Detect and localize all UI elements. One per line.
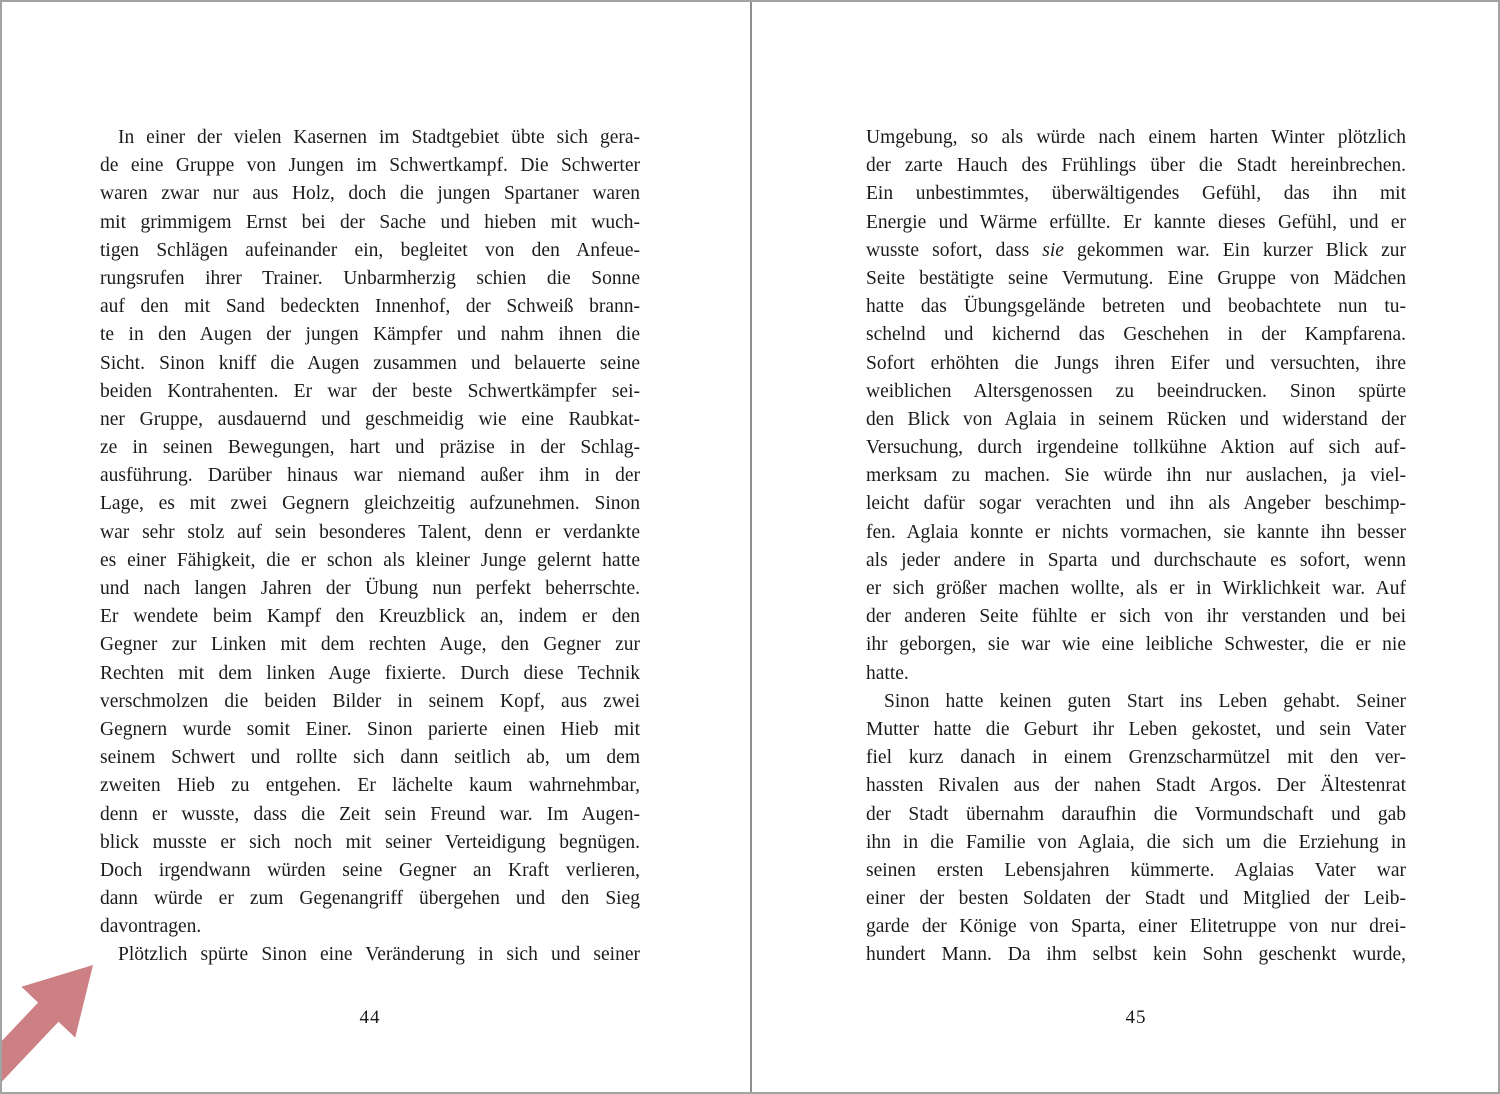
text-line: Sofort erhöhten die Jungs ihren Eifer und versuchten, ihre (866, 352, 1406, 374)
text-line: ihn in die Familie von Aglaia, die sich um die Erziehung in (866, 831, 1406, 853)
text-line: Gegnern wurde somit Einer. Sinon parierte einen Hieb mit (100, 718, 640, 740)
text-line: ihr geborgen, sie war wie eine leibliche Schwester, die er nie (866, 634, 1406, 656)
text-line: fiel kurz danach in einem Grenzscharmützel mit den ver- (866, 747, 1406, 769)
text-line: In einer der vielen Kasernen im Stadtgebiet übte sich gera- (118, 127, 640, 148)
text-line: auf den mit Sand bedeckten Innenhof, der Schweiß brann- (100, 296, 640, 318)
text-line: ner Gruppe, ausdauernd und geschmeidig wie eine Raubkat- (100, 408, 640, 430)
text-line: tigen Schlägen aufeinander ein, begleitet von den Anfeue- (100, 239, 640, 261)
text-line: hundert Mann. Da ihm selbst kein Sohn geschenkt wurde, (866, 944, 1406, 966)
text-line: Lage, es mit zwei Gegnern gleichzeitig aufzunehmen. Sinon (100, 493, 640, 515)
text-line: denn er wusste, dass die Zeit sein Freund war. Im Augen- (100, 803, 640, 825)
text-line: ausführung. Darüber hinaus war niemand außer ihm in der (100, 465, 640, 487)
right-page-text (866, 124, 1406, 970)
text-line: Doch irgendwann würden seine Gegner an Kraft verlieren, (100, 859, 640, 881)
text-line: weiblichen Altersgenossen zu beeindrucken. Sinon spürte (866, 380, 1406, 402)
text-line: Sinon hatte keinen guten Start ins Leben gehabt. Seiner (884, 690, 1406, 712)
text-line: Plötzlich spürte Sinon eine Veränderung in sich und seiner (118, 944, 640, 966)
text-line: hatte das Übungsgelände betreten und beobachtete nun tu- (866, 296, 1406, 318)
text-line: seinem Schwert und rollte sich dann seitlich ab, um dem (100, 747, 640, 769)
text-line: Seite bestätigte seine Vermutung. Eine Gruppe von Mädchen (866, 267, 1406, 289)
text-line: Sicht. Sinon kniff die Augen zusammen und belauerte seine (100, 352, 640, 374)
text-line: er sich größer machen wollte, als er in Wirklichkeit war. Auf (866, 578, 1406, 599)
text-line: der Stadt übernahm daraufhin die Vormundschaft und gab (866, 803, 1406, 825)
text-line: blick musste er sich noch mit seiner Verteidigung begnügen. (100, 831, 640, 853)
text-line: leicht dafür sogar verachten und ihn als Angeber beschimp- (866, 493, 1406, 515)
left-page-text (100, 124, 640, 970)
text-line: Versuchung, durch irgendeine tollkühne Aktion auf sich auf- (866, 437, 1406, 459)
text-line: seinen ersten Lebensjahren kümmerte. Aglaias Vater war (866, 859, 1406, 881)
text-line: Gegner zur Linken mit dem rechten Auge, den Gegner zur (100, 634, 640, 656)
text-line: einer der besten Soldaten der Stadt und Mitglied der Leib- (866, 888, 1406, 910)
text-line: hassten Rivalen aus der nahen Stadt Argos. Der Ältestenrat (866, 775, 1406, 797)
text-line: hatte. (866, 662, 909, 684)
text-line: Rechten mit dem linken Auge fixierte. Durch diese Technik (100, 662, 640, 684)
text-line: den Blick von Aglaia in seinem Rücken und widerstand der (866, 408, 1406, 430)
text-line: Mutter hatte die Geburt ihr Leben gekostet, und sein Vater (866, 718, 1406, 740)
page-gutter-divider (750, 2, 752, 1092)
text-line: rungsrufen ihrer Trainer. Unbarmherzig schien die Sonne (100, 267, 640, 289)
text-line: es einer Fähigkeit, die er schon als kleiner Junge gelernt hatte (100, 549, 640, 571)
text-line: te in den Augen der jungen Kämpfer und nahm ihnen die (100, 324, 640, 346)
text-line: fen. Aglaia konnte er nichts vormachen, sie kannte ihn besser (866, 521, 1406, 543)
page-number-left: 44 (359, 1007, 381, 1028)
text-line: dann würde er zum Gegenangriff übergehen und den Sieg (100, 888, 640, 910)
text-line: verschmolzen die beiden Bilder in seinem Kopf, aus zwei (100, 690, 640, 712)
text-line: wusste sofort, dass sie gekommen war. Ein kurzer Blick zur (866, 239, 1406, 261)
text-line: Ein unbestimmtes, überwältigendes Gefühl, das ihn mit (866, 183, 1406, 205)
text-line: Umgebung, so als würde nach einem harten Winter plötzlich (866, 127, 1406, 148)
text-line: schelnd und kichernd das Geschehen in der Kampfarena. (866, 324, 1406, 346)
text-line: merksam zu machen. Sie würde ihn nur auslachen, ja viel- (866, 465, 1406, 487)
text-line: mit grimmigem Ernst bei der Sache und hieben mit wuch- (100, 211, 640, 233)
text-line: beiden Kontrahenten. Er war der beste Schwertkämpfer sei- (100, 380, 640, 402)
text-line: war sehr stolz auf sein besonderes Talent, denn er verdankte (100, 521, 640, 543)
text-line: garde der Könige von Sparta, einer Elitetruppe von nur drei- (866, 916, 1406, 938)
text-line: davontragen. (100, 916, 202, 938)
text-line: und nach langen Jahren der Übung nun perfekt beherrschte. (100, 578, 640, 599)
text-line: Energie und Wärme erfüllte. Er kannte dieses Gefühl, und er (866, 211, 1406, 233)
text-line: als jeder andere in Sparta und durchschaute es sofort, wenn (866, 549, 1406, 571)
text-line: der anderen Seite fühlte er sich von ihr verstanden und bei (866, 606, 1406, 628)
page-number-right: 45 (1125, 1007, 1147, 1028)
text-line: Er wendete beim Kampf den Kreuzblick an, indem er den (100, 606, 640, 628)
text-line: ze in seinen Bewegungen, hart und präzise in der Schlag- (100, 437, 640, 459)
text-line: zweiten Hieb zu entgehen. Er lächelte kaum wahrnehmbar, (100, 775, 640, 797)
text-line: der zarte Hauch des Frühlings über die Stadt hereinbrechen. (866, 155, 1406, 177)
text-line: de eine Gruppe von Jungen im Schwertkampf. Die Schwerter (100, 155, 640, 177)
text-line: waren zwar nur aus Holz, doch die jungen Spartaner waren (100, 183, 640, 205)
